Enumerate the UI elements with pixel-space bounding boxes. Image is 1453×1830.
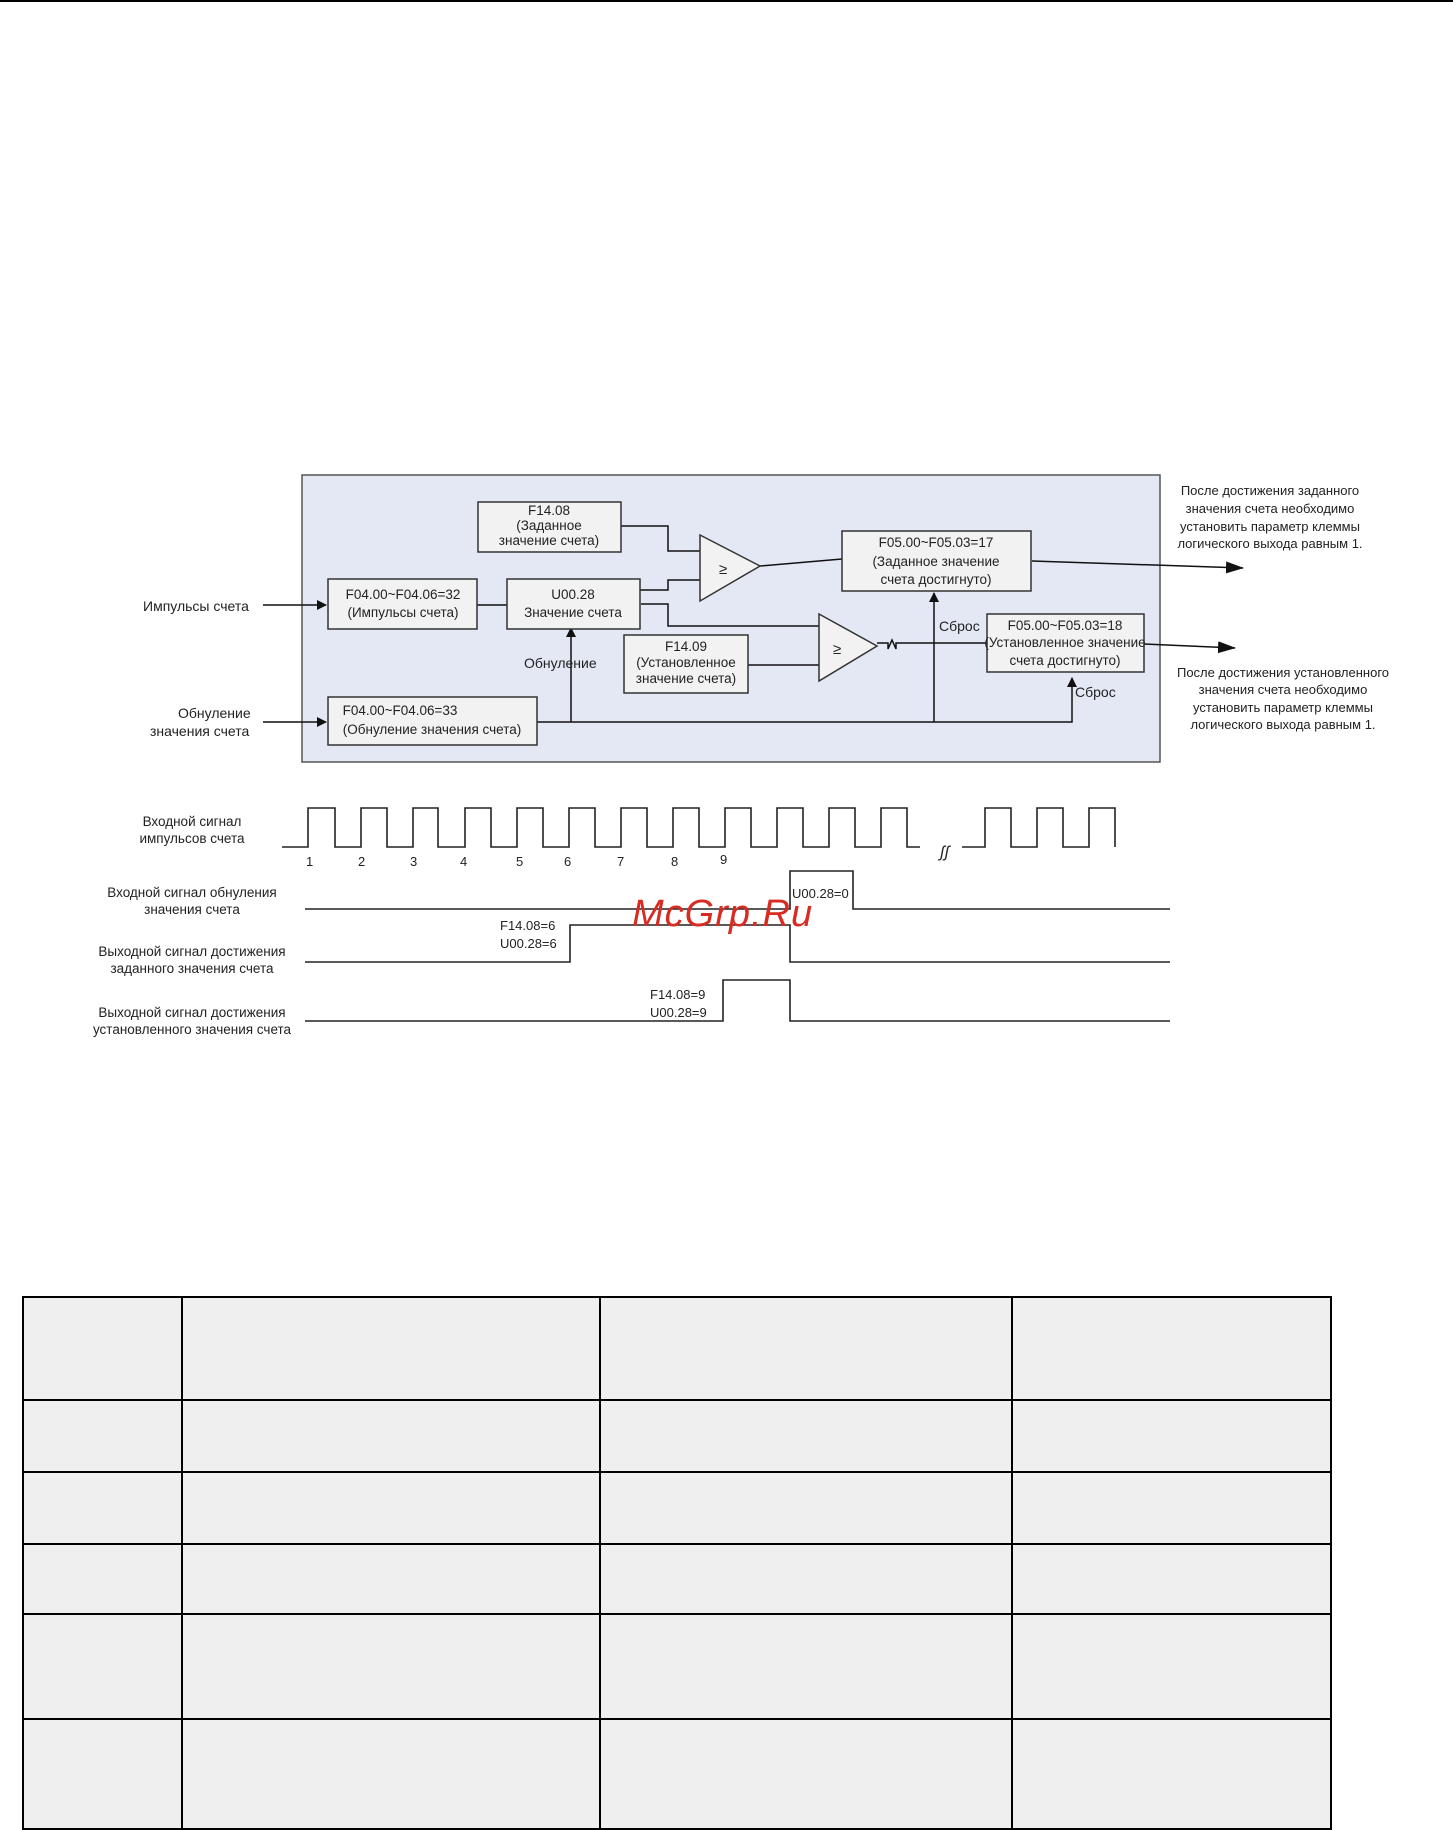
table-cell xyxy=(600,1719,1012,1829)
table-row xyxy=(23,1719,1331,1829)
table-cell xyxy=(600,1472,1012,1544)
table-cell xyxy=(23,1544,182,1614)
comparator-target-symbol: ≥ xyxy=(719,561,728,578)
table-cell xyxy=(23,1719,182,1829)
note-top-line-3: установить параметр клеммы xyxy=(1180,519,1360,534)
note-bottom-line-3: установить параметр клеммы xyxy=(1193,700,1373,715)
annotation-target-line-2: U00.28=6 xyxy=(500,936,557,951)
output-17-line-1: F05.00~F05.03=17 xyxy=(878,535,994,550)
f1409-line-1: F14.09 xyxy=(664,639,708,654)
f1409-line-3: значение счета) xyxy=(635,671,737,686)
table-row xyxy=(23,1544,1331,1614)
table-cell xyxy=(1012,1400,1331,1472)
table-cell xyxy=(1012,1544,1331,1614)
note-top-line-1: После достижения заданного xyxy=(1180,483,1360,498)
table-cell xyxy=(23,1614,182,1719)
label-reset-input-1: Входной сигнал обнуления xyxy=(107,885,277,900)
f1408-line-2: (Заданное xyxy=(516,518,582,533)
f1408-line-1: F14.08 xyxy=(527,503,571,518)
table-cell xyxy=(1012,1614,1331,1719)
pulse-function-line-2: (Импульсы счета) xyxy=(347,605,459,620)
reset-function-line-1: F04.00~F04.06=33 xyxy=(342,703,458,718)
output-18-line-1: F05.00~F05.03=18 xyxy=(1007,618,1123,633)
label-input-reset-1: Обнуление xyxy=(178,705,251,721)
empty-parameter-table xyxy=(22,1296,1332,1830)
label-reset-input-2: значения счета xyxy=(144,902,240,917)
table-row xyxy=(23,1297,1331,1400)
pulse-number: 9 xyxy=(720,852,728,867)
table-cell xyxy=(182,1614,600,1719)
label-input-reset-2: значения счета xyxy=(150,723,250,739)
table-cell xyxy=(182,1719,600,1829)
pulse-waveform-right xyxy=(962,808,1115,847)
pulse-waveform-left xyxy=(282,808,920,847)
note-bottom-line-4: логического выхода равным 1. xyxy=(1190,717,1376,732)
output-18-line-3: счета достигнуто) xyxy=(1009,653,1121,668)
pulse-function-line-1: F04.00~F04.06=32 xyxy=(345,587,461,602)
annotation-set-line-2: U00.28=9 xyxy=(650,1005,707,1020)
label-set-output-2: установленного значения счета xyxy=(92,1022,292,1037)
label-pulse-input-2: импульсов счета xyxy=(139,831,245,846)
pulse-number: 8 xyxy=(671,854,679,869)
u0028-line-2: Значение счета xyxy=(524,605,622,620)
annotation-target-line-1: F14.08=6 xyxy=(500,918,556,933)
table-row xyxy=(23,1614,1331,1719)
table-cell xyxy=(23,1297,182,1400)
pulse-number: 1 xyxy=(306,854,314,869)
f1408-line-3: значение счета) xyxy=(498,533,600,548)
timeline-break-symbol: ʃʃ xyxy=(940,844,950,861)
table-cell xyxy=(1012,1297,1331,1400)
table-cell xyxy=(1012,1472,1331,1544)
table-cell xyxy=(600,1544,1012,1614)
f1409-line-2: (Установленное xyxy=(636,655,736,670)
note-bottom-line-2: значения счета необходимо xyxy=(1198,682,1368,697)
u0028-line-1: U00.28 xyxy=(551,587,595,602)
pulse-number: 5 xyxy=(516,854,524,869)
table-cell xyxy=(23,1472,182,1544)
table-cell xyxy=(182,1297,600,1400)
note-bottom-line-1: После достижения установленного xyxy=(1176,665,1390,680)
note-top-line-4: логического выхода равным 1. xyxy=(1177,536,1363,551)
table-cell xyxy=(182,1400,600,1472)
pulse-number: 3 xyxy=(410,854,418,869)
table-cell xyxy=(1012,1719,1331,1829)
pulse-number: 6 xyxy=(564,854,572,869)
pulse-number: 7 xyxy=(617,854,625,869)
label-set-output-1: Выходной сигнал достижения xyxy=(98,1005,286,1020)
reset-function-line-2: (Обнуление значения счета) xyxy=(342,722,522,737)
table-row xyxy=(23,1472,1331,1544)
label-target-output-2: заданного значения счета xyxy=(110,961,274,976)
output-18-line-2: (Установленное значение xyxy=(984,635,1146,650)
pulse-number: 4 xyxy=(460,854,468,869)
table-cell xyxy=(600,1400,1012,1472)
note-top-line-2: значения счета необходимо xyxy=(1185,501,1355,516)
table-cell xyxy=(182,1544,600,1614)
annotation-reset-value: U00.28=0 xyxy=(792,886,849,901)
table-cell xyxy=(600,1614,1012,1719)
label-target-output-1: Выходной сигнал достижения xyxy=(98,944,286,959)
pulse-number: 2 xyxy=(358,854,366,869)
label-sbros-1: Сброс xyxy=(939,618,980,634)
table-row xyxy=(23,1400,1331,1472)
label-reset-line: Обнуление xyxy=(524,655,597,671)
annotation-set-line-1: F14.08=9 xyxy=(650,987,706,1002)
set-output-waveform xyxy=(305,980,1170,1021)
watermark-logo: McGrp.Ru xyxy=(632,893,814,935)
output-17-line-3: счета достигнуто) xyxy=(880,572,992,587)
table-cell xyxy=(182,1472,600,1544)
output-17-line-2: (Заданное значение xyxy=(872,554,1000,569)
table-cell xyxy=(23,1400,182,1472)
label-sbros-2: Сброс xyxy=(1075,684,1116,700)
label-input-pulses: Импульсы счета xyxy=(143,598,249,614)
table-cell xyxy=(600,1297,1012,1400)
label-pulse-input-1: Входной сигнал xyxy=(142,814,242,829)
comparator-set-symbol: ≥ xyxy=(833,641,842,658)
